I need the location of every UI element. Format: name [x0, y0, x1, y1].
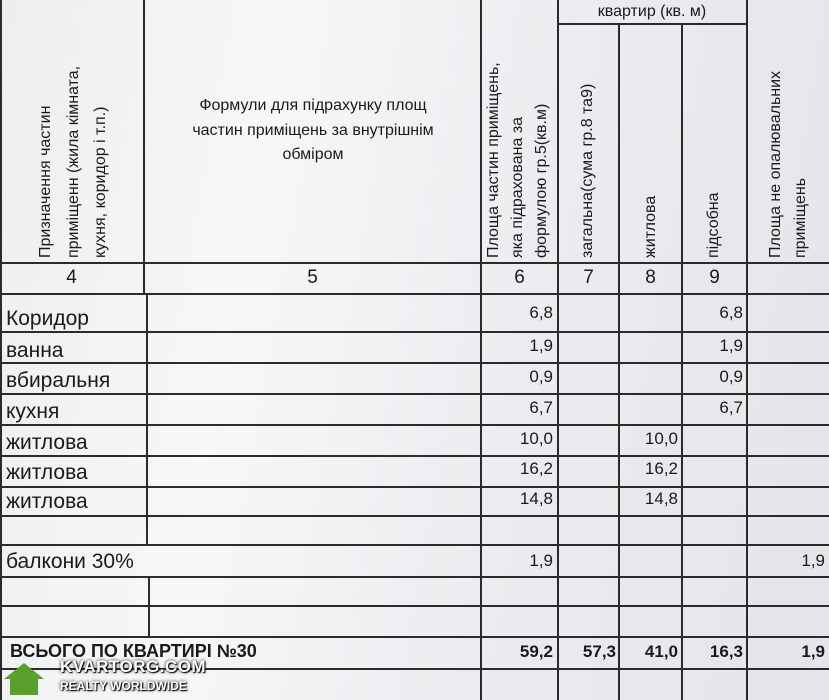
rule-col	[746, 0, 748, 700]
col7-header: загальна(сума гр.8 та9)	[579, 83, 596, 258]
total-general-area: 57,3	[582, 642, 616, 661]
col5-header-line: Формули для підрахунку площ	[199, 97, 427, 114]
col6-header-line: формулою гр.5(кв.м)	[533, 103, 550, 258]
total-label: ВСЬОГО ПО КВАРТИРІ №30	[10, 641, 257, 661]
col-number: 4	[66, 267, 77, 288]
room-name: вбиральня	[6, 369, 111, 392]
balcony-unheated-area: 1,9	[801, 551, 825, 570]
rule-row	[0, 486, 829, 488]
rule-header-bottom	[0, 262, 829, 264]
rule-col	[143, 0, 145, 293]
balcony-area: 1,9	[529, 551, 553, 570]
rule-group-header	[557, 23, 747, 25]
room-name: житлова	[6, 431, 88, 454]
house-icon	[4, 663, 44, 679]
col10-header-line: Площа не опалювальних	[767, 70, 784, 258]
room-aux-area: 0,9	[719, 367, 743, 386]
rule-row	[0, 515, 829, 517]
room-area: 1,9	[529, 336, 553, 355]
col10-header-line: приміщень	[792, 177, 809, 258]
rule-numbers-bottom	[0, 293, 829, 295]
watermark-line1: KVARTORG.COM	[60, 657, 207, 676]
rule-row	[0, 331, 829, 333]
room-area: 6,7	[529, 398, 553, 417]
col4-header-line: кухня, коридор і т.п.)	[92, 106, 109, 258]
room-area: 14,8	[519, 489, 553, 508]
house-base	[10, 679, 38, 695]
rule-col	[681, 23, 683, 700]
watermark-line2: REALTY WORLDWIDE	[60, 679, 187, 693]
rule-row	[0, 362, 829, 364]
total-living-area: 41,0	[644, 642, 678, 661]
rule-row	[0, 424, 829, 426]
total-aux-area: 16,3	[709, 642, 743, 661]
col6-header-line: Площа частин приміщень,	[485, 62, 502, 258]
room-area: 6,8	[529, 303, 553, 322]
col4-header-line: приміщенн (жила кімната,	[65, 65, 82, 258]
rule-col	[557, 0, 559, 700]
rule-row	[0, 605, 829, 607]
apartments-group-header: квартир (кв. м)	[597, 3, 707, 20]
watermark	[0, 655, 207, 700]
col-number: 6	[514, 267, 525, 288]
room-living-area: 16,2	[644, 459, 678, 478]
col9-header: підсобна	[705, 192, 722, 258]
col-number: 5	[307, 267, 318, 288]
rule-row	[0, 636, 829, 638]
col8-header: житлова	[642, 195, 659, 258]
room-name: ванна	[6, 339, 64, 362]
col-number: 8	[645, 267, 656, 288]
room-living-area: 14,8	[644, 489, 678, 508]
room-name: кухня	[6, 400, 60, 423]
room-name: Коридор	[6, 307, 89, 330]
rule-col	[0, 0, 2, 700]
room-area: 16,2	[519, 459, 553, 478]
room-aux-area: 6,7	[719, 398, 743, 417]
total-area: 59,2	[519, 642, 553, 661]
rule-row	[0, 576, 829, 578]
room-aux-area: 1,9	[719, 336, 743, 355]
rule-row	[0, 544, 829, 546]
col-number: 9	[709, 267, 720, 288]
col6-header-line: яка підрахована за	[509, 116, 526, 258]
room-area: 0,9	[529, 367, 553, 386]
balcony-name: балкони 30%	[6, 550, 134, 573]
room-name: житлова	[6, 490, 88, 513]
rule-col	[146, 293, 148, 544]
col4-header-line: Призначення частин	[37, 105, 54, 258]
total-unheated-area: 1,9	[801, 642, 825, 661]
rule-col	[148, 576, 150, 636]
col-number: 7	[583, 267, 594, 288]
col5-header-line: частин приміщень за внутрішнім	[192, 122, 434, 139]
rule-row	[0, 393, 829, 395]
room-aux-area: 6,8	[719, 303, 743, 322]
room-living-area: 10,0	[644, 429, 678, 448]
rule-col	[618, 23, 620, 700]
col5-header-line: обміром	[282, 146, 344, 163]
room-name: житлова	[6, 461, 88, 484]
rule-row	[0, 455, 829, 457]
room-area: 10,0	[519, 429, 553, 448]
